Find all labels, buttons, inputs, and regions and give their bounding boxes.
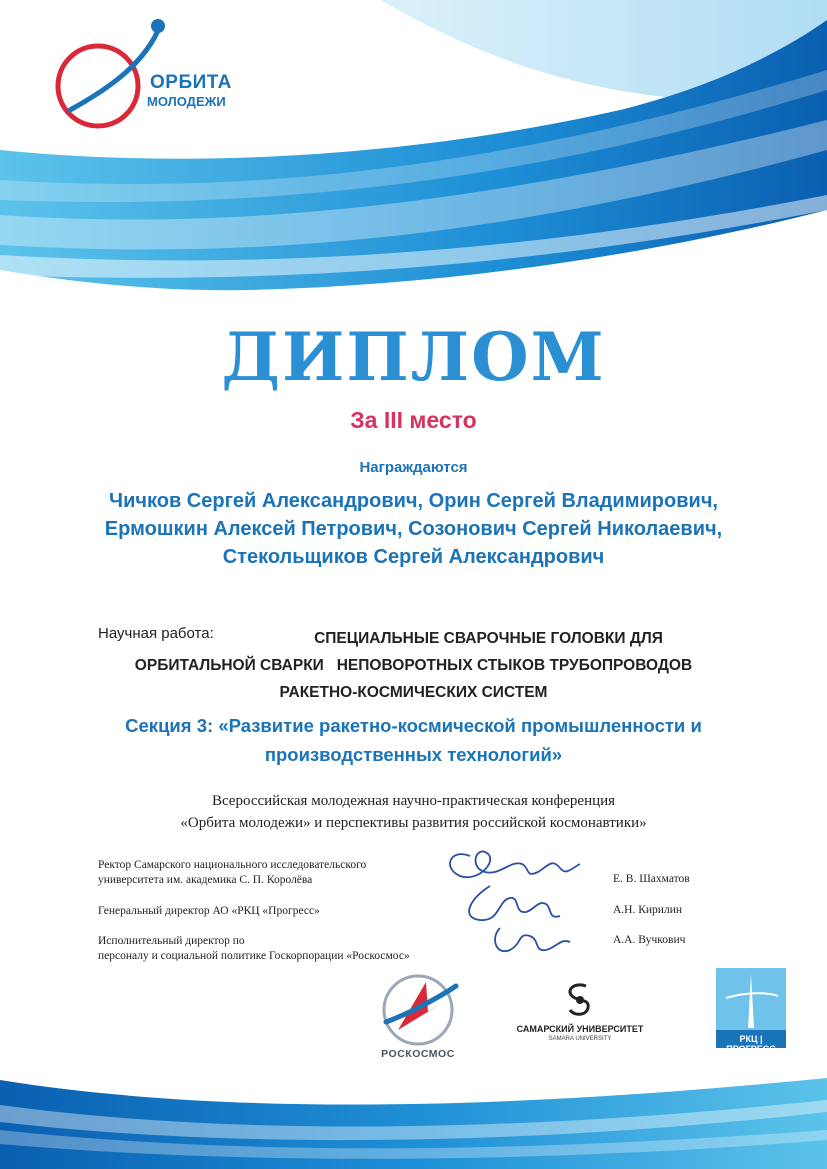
- recipient-line: Ермошкин Алексей Петрович, Созонович Сергей Николаевич,: [104, 518, 723, 540]
- conference-name: [0, 790, 827, 834]
- signatory-name-general-director: А.Н. Кирилин: [613, 904, 683, 916]
- work-title-line: ОРБИТАЛЬНОЙ СВАРКИ НЕПОВОРОТНЫХ СТЫКОВ ТРУБОПРОВОДОВ: [134, 657, 693, 674]
- role-line: Генеральный директор АО «РКЦ «Прогресс»: [98, 905, 320, 917]
- conference-line: Всероссийская молодежная научно-практическая конференция: [211, 793, 616, 809]
- signatory-name-rector: Е. В. Шахматов: [613, 873, 690, 885]
- signatory-role-rector: [98, 858, 366, 888]
- signatory-role-general-director: [98, 904, 320, 919]
- roscosmos-logo-text: РОСКОСМОС: [381, 1048, 455, 1060]
- work-title-line: СПЕЦИАЛЬНЫЕ СВАРОЧНЫЕ ГОЛОВКИ ДЛЯ: [314, 630, 663, 647]
- diploma-title: ДИПЛОМ: [221, 318, 606, 396]
- roscosmos-logo-mark: [368, 972, 468, 1052]
- signatory-name-executive-director: А.А. Вучкович: [613, 934, 686, 946]
- footer-waves: [0, 1060, 827, 1169]
- samara-university-name: САМАРСКИЙ УНИВЕРСИТЕТ: [516, 1024, 644, 1034]
- samara-university-logo-mark: [560, 980, 600, 1020]
- signatory-role-executive-director: [98, 934, 410, 964]
- section-line: производственных технологий»: [264, 744, 563, 765]
- recipients-list: [0, 487, 827, 571]
- work-label: Научная работа:: [98, 625, 214, 642]
- role-line: персоналу и социальной политике Госкорпорации «Роскосмос»: [98, 950, 410, 962]
- conference-line: «Орбита молодежи» и перспективы развития российской космонавтики»: [180, 815, 647, 831]
- place-label: За III место: [350, 407, 477, 433]
- awarded-label: Награждаются: [359, 459, 468, 476]
- role-line: университета им. академика С. П. Королёва: [98, 874, 313, 886]
- recipient-line: Чичков Сергей Александрович, Орин Сергей Владимирович,: [109, 490, 718, 512]
- work-title: [0, 625, 827, 706]
- progress-logo-text: РКЦ | ПРОГРЕСС: [726, 1034, 776, 1054]
- orbita-logo-line1: ОРБИТА: [150, 72, 232, 93]
- work-title-line: РАКЕТНО-КОСМИЧЕСКИХ СИСТЕМ: [279, 684, 548, 701]
- role-line: Ректор Самарского национального исследовательского: [98, 859, 367, 871]
- section-title: [0, 711, 827, 769]
- role-line: Исполнительный директор по: [98, 935, 245, 947]
- orbita-logo-line2: МОЛОДЕЖИ: [147, 94, 226, 109]
- samara-university-name-en: SAMARA UNIVERSITY: [548, 1036, 612, 1042]
- recipient-line: Стекольщиков Сергей Александрович: [222, 546, 605, 568]
- handwritten-signatures: [430, 838, 610, 968]
- section-line: Секция 3: «Развитие ракетно-космической промышленности и: [125, 715, 702, 736]
